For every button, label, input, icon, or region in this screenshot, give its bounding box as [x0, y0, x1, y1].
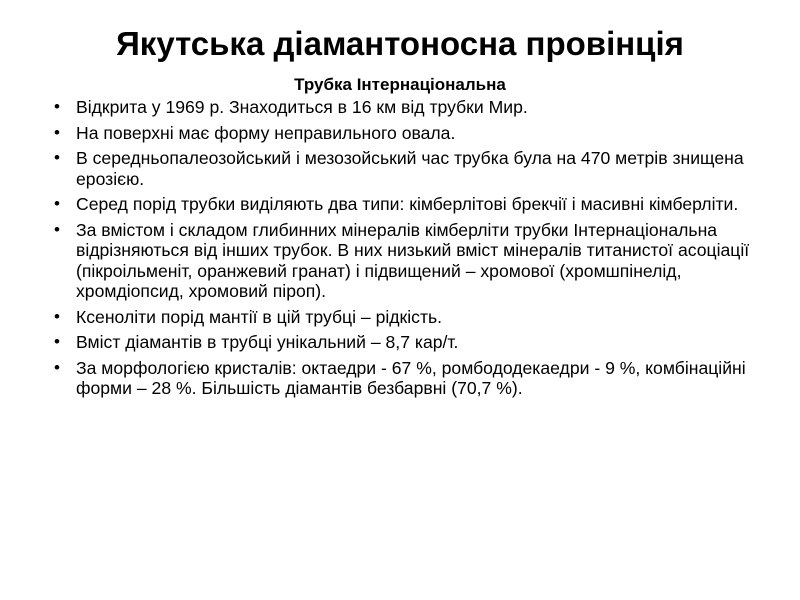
bullet-item: [54, 194, 754, 215]
bullet-icon: •: [54, 194, 60, 213]
bullet-icon: •: [54, 332, 60, 351]
bullet-icon: •: [54, 148, 60, 167]
bullet-icon: •: [54, 357, 60, 377]
bullet-icon: •: [54, 122, 60, 142]
slide-subtitle: Трубка Інтернаціональна: [294, 75, 506, 94]
bullet-item: [54, 220, 754, 302]
bullet-text: За морфологією кристалів: октаедри - 67 %, ромбододекаедри - 9 %, комбінаційні форми – 28 %. Більшість діамантів безбарвні (70,7 %).: [76, 357, 746, 398]
bullet-item: [54, 123, 754, 144]
bullet-text: Відкрита у 1969 р. Знаходиться в 16 км від трубки Мир.: [76, 97, 528, 117]
bullet-item: [54, 358, 754, 399]
bullet-text: Вміст діамантів в трубці унікальний – 8,7 кар/т.: [76, 332, 459, 352]
bullet-item: [54, 148, 754, 189]
bullet-text: На поверхні має форму неправильного овала.: [76, 122, 456, 143]
bullet-icon: •: [54, 219, 60, 239]
bullet-list: [54, 97, 754, 404]
bullet-icon: •: [54, 97, 60, 116]
bullet-item: [54, 97, 754, 118]
bullet-item: [54, 332, 754, 353]
bullet-text: За вмістом і складом глибинних мінералів кімберліти трубки Інтернаціональна відрізняються від інших трубок. В них низький вміст мінералів титанистої асоціації (пікроільменіт, оранжевий гранат) і підвищений – хромової (хромшпінелід, хромдіопсид, хромовий піроп).: [76, 219, 750, 301]
bullet-text: Серед порід трубки виділяють два типи: кімберлітові брекчії і масивні кімберліти.: [76, 194, 739, 214]
slide-title: Якутська діамантоносна провінція: [116, 25, 684, 62]
bullet-icon: •: [54, 306, 60, 326]
bullet-item: [54, 307, 754, 328]
bullet-text: Ксеноліти порід мантії в цій трубці – рідкість.: [76, 306, 443, 327]
bullet-text: В середньопалеозойський і мезозойський час трубка була на 470 метрів знищена ерозією.: [76, 148, 744, 189]
